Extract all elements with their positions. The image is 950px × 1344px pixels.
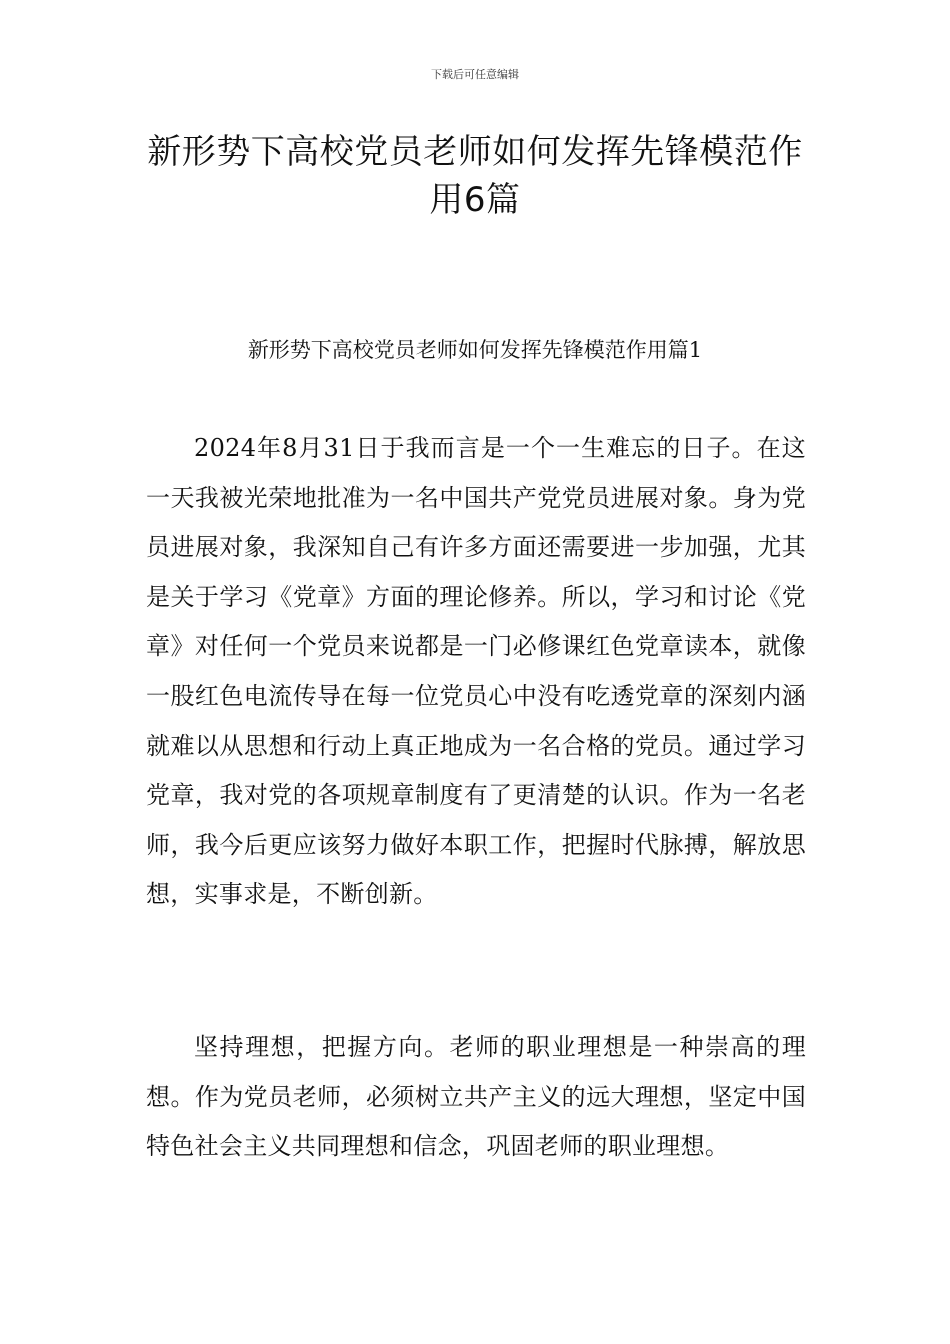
section-heading: 新形势下高校党员老师如何发挥先锋模范作用篇1 <box>247 338 703 362</box>
body-paragraph-1: 2024年8月31日于我而言是一个一生难忘的日子。在这一天我被光荣地批准为一名中国共产党党员进展对象。身为党员进展对象，我深知自己有许多方面还需要进一步加强，尤其是关于学习《党章》方面的理论修养。所以，学习和讨论《党章》对任何一个党员来说都是一门必修课红色党章读本，就像一股红色电流传导在每一位党员心中没有吃透党章的深刻内涵就难以从思想和行动上真正地成为一名合格的党员。通过学习党章，我对党的各项规章制度有了更清楚的认识。作为一名老师，我今后更应该努力做好本职工作，把握时代脉搏，解放思想，实事求是，不断创新。 <box>146 434 806 909</box>
body-paragraph-2: 坚持理想，把握方向。老师的职业理想是一种崇高的理想。作为党员老师，必须树立共产主义的远大理想，坚定中国特色社会主义共同理想和信念，巩固老师的职业理想。 <box>146 1033 806 1161</box>
header-note: 下载后可任意编辑 <box>431 68 519 81</box>
document-title: 新形势下高校党员老师如何发挥先锋模范作用6篇 <box>147 132 803 220</box>
